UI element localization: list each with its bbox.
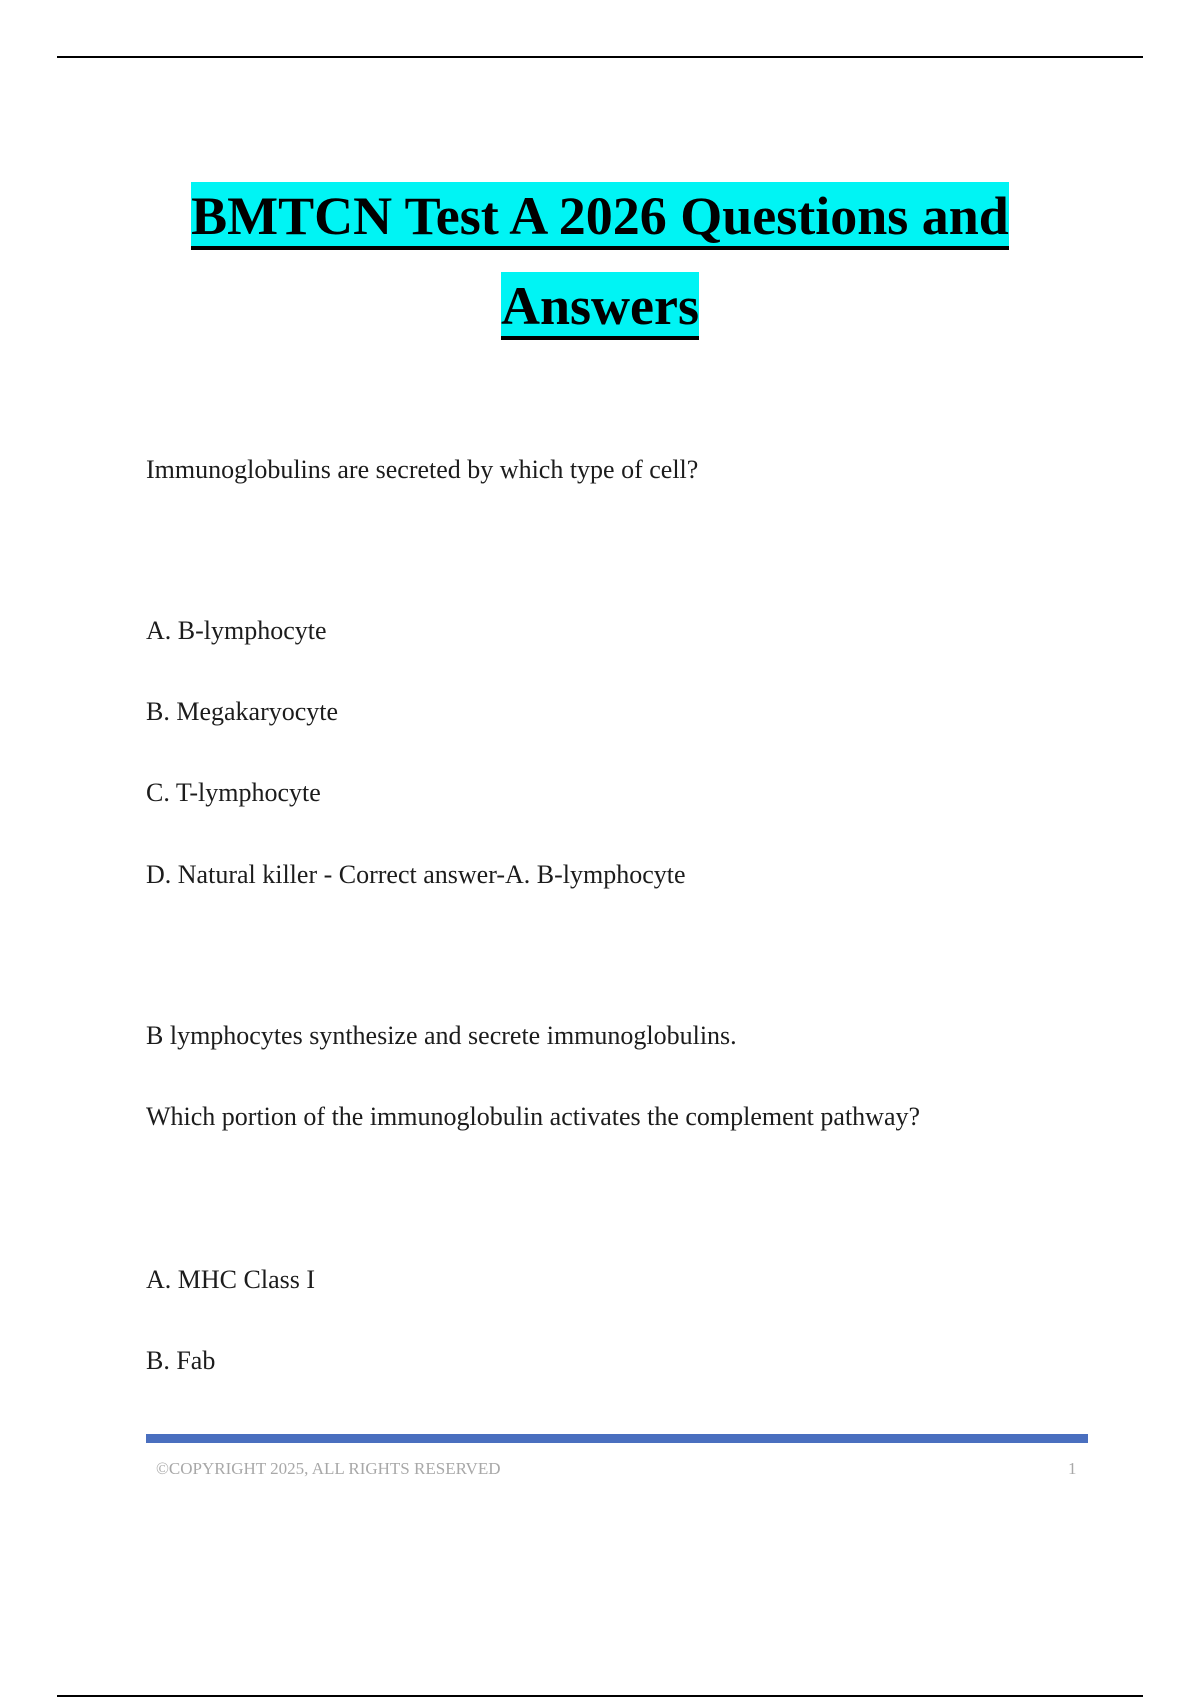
question-1-text: Immunoglobulins are secreted by which type of cell? [146,455,699,484]
question-2-option-b: B. Fab [146,1346,216,1375]
question-2-text: Which portion of the immunoglobulin activates the complement pathway? [146,1102,921,1131]
footer-copyright: ©COPYRIGHT 2025, ALL RIGHTS RESERVED [156,1459,501,1478]
question-1-option-d-answer: D. Natural killer - Correct answer-A. B-lymphocyte [146,860,686,889]
title-highlight-1: BMTCN Test A 2026 Questions and [191,182,1009,250]
top-divider [57,56,1143,58]
title-highlight-2: Answers [501,272,699,340]
bottom-divider [57,1695,1143,1697]
question-1-option-a: A. B-lymphocyte [146,616,327,645]
question-1-option-b: B. Megakaryocyte [146,697,339,726]
footer-page-number: 1 [1068,1459,1077,1478]
footer-bar [146,1434,1088,1443]
document-title-line-2 [0,272,1200,340]
question-1-option-c: C. T-lymphocyte [146,778,321,807]
question-1-rationale: B lymphocytes synthesize and secrete immunoglobulins. [146,1021,737,1050]
question-2-option-a: A. MHC Class I [146,1265,316,1294]
document-title-line-1 [0,182,1200,250]
